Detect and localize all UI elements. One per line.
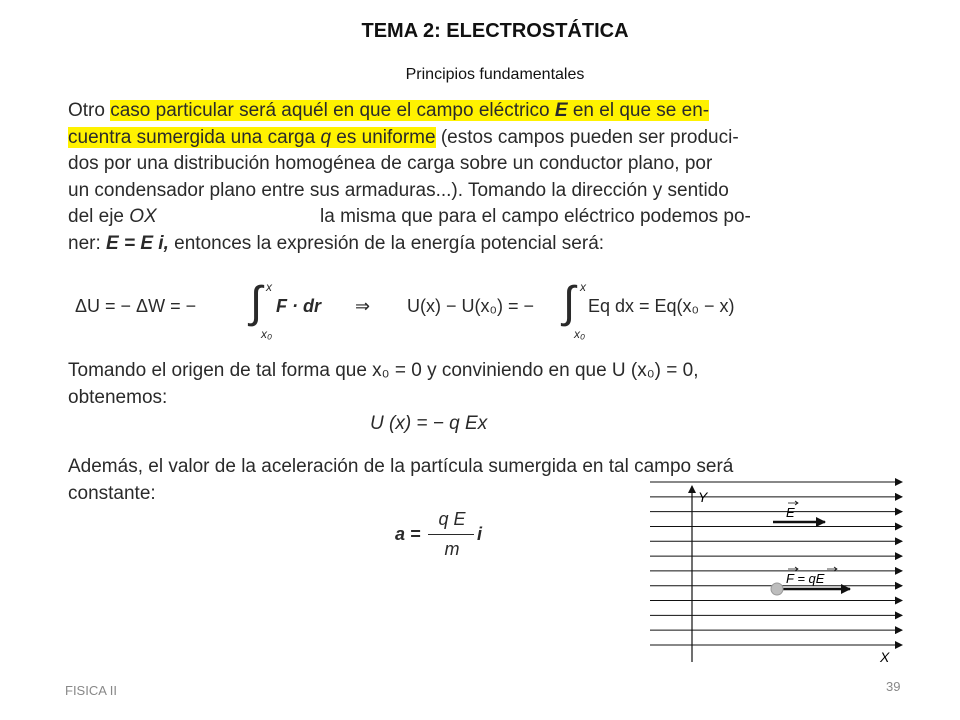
paragraph-origin — [68, 358, 803, 411]
text-line: dos por una distribución homogénea de carga sobre un conductor plano, por — [68, 153, 713, 174]
implies-arrow: ⇒ — [355, 296, 371, 316]
text-line — [68, 125, 803, 152]
force-label: F = qE — [786, 571, 825, 586]
text-span: en el que se en- — [567, 100, 710, 121]
text-span: ner: — [68, 232, 107, 254]
text-span: la misma que para el campo eléctrico podemos po- — [320, 206, 751, 227]
field-lines-group — [650, 482, 902, 645]
text-span: cuentra sumergida una carga — [68, 126, 321, 148]
y-axis-label: Y — [698, 489, 708, 505]
text-span: entonces la expresión de la energía potencial será: — [168, 232, 605, 254]
vector-arrow-icon — [827, 567, 837, 571]
integral-sign: ∫ — [563, 278, 576, 327]
charge-particle — [771, 583, 783, 595]
potential-energy-equation: U (x) = − q Ex — [370, 413, 488, 434]
energy-equation-lhs: ΔU = − ΔW = − — [75, 296, 197, 316]
field-formula: E = E i, — [106, 232, 169, 254]
text-line: Además, el valor de la aceleración de la partícula sumergida en tal campo será — [68, 456, 734, 477]
vector-symbol: E — [554, 100, 568, 121]
text-line: constante: — [68, 482, 156, 504]
text-line: Tomando el origen de tal forma que x₀ = 0 y conviniendo en que U (x₀) = 0, — [68, 360, 699, 381]
integral-upper-limit: x — [266, 280, 272, 294]
integral-upper-limit: x — [580, 280, 586, 294]
text-span: es uniforme — [331, 126, 436, 148]
text-span: caso particular será aquél en que el campo eléctrico — [110, 100, 555, 121]
integral-result: Eq dx = Eq(x₀ − x) — [588, 296, 735, 316]
text-line — [68, 204, 803, 231]
fraction-numerator: q E — [438, 509, 466, 529]
axis-symbol: OX — [129, 206, 157, 227]
text-line — [68, 231, 803, 258]
text-line: obtenemos: — [68, 386, 168, 408]
integral-sign: ∫ — [250, 278, 263, 327]
footer-course: FISICA II — [65, 683, 118, 698]
e-field-label: E — [786, 505, 795, 520]
charge-symbol: q — [320, 126, 332, 148]
text-span: del eje — [68, 206, 130, 227]
text-line: un condensador plano entre sus armaduras...). Tomando la dirección y sentido — [68, 179, 729, 201]
slide-subtitle: Principios fundamentales — [405, 66, 585, 83]
potential-difference: U(x) − U(x₀) = − — [407, 296, 534, 316]
x-axis-label: X — [880, 649, 890, 665]
unit-vector-i: i — [477, 524, 483, 544]
highlighted-text — [68, 127, 436, 148]
integral-lower-limit: x₀ — [261, 327, 273, 341]
slide-title: TEMA 2: ELECTROSTÁTICA — [361, 20, 629, 42]
paragraph-intro — [68, 98, 803, 257]
text-span: Otro — [68, 100, 111, 121]
integral-lower-limit: x₀ — [574, 327, 586, 341]
text-span: (estos campos pueden ser produci- — [435, 126, 739, 148]
highlighted-text — [110, 100, 709, 121]
uniform-field-figure — [640, 470, 910, 670]
acceleration-symbol: a = — [395, 524, 421, 544]
page-number: 39 — [886, 679, 901, 694]
fraction-denominator: m — [444, 539, 460, 559]
integral-body: F · dr — [276, 296, 321, 316]
text-line — [68, 98, 803, 125]
fraction-bar — [428, 534, 474, 535]
